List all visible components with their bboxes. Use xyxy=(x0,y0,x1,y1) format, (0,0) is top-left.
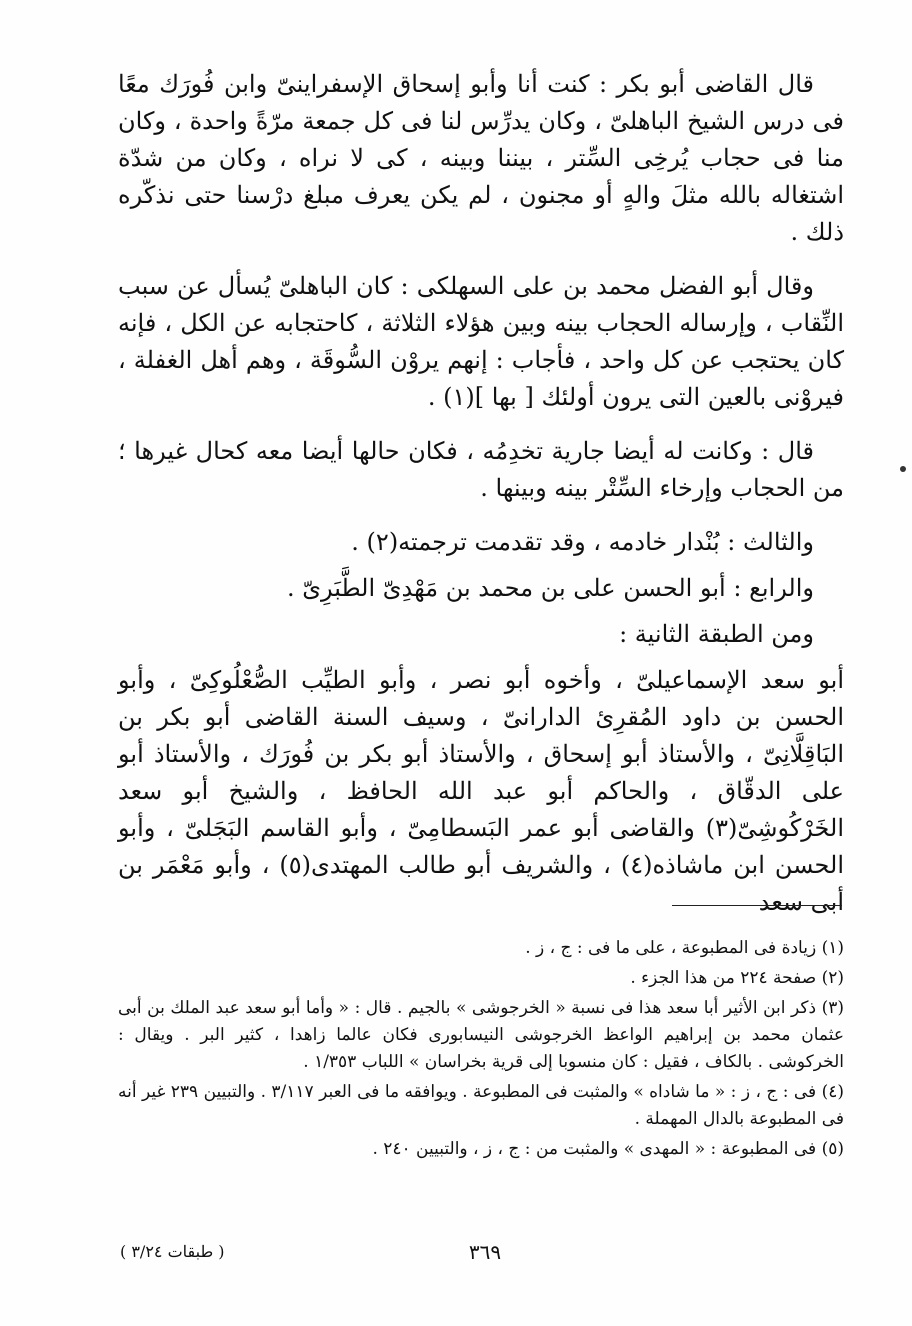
section-heading: ومن الطبقة الثانية : xyxy=(619,620,814,648)
margin-mark xyxy=(900,466,906,472)
footnote-2: (٢) صفحة ٢٢٤ من هذا الجزء . xyxy=(630,968,844,988)
footnote-3: (٣) ذكر ابن الأثير أبا سعد هذا فى نسبة « الخرجوشى » بالجيم . قال : « وأما أبو سعد عبد الملك بن أبى عثمان محمد بن إبراهيم الواعظ الخرجوشى النيسابورى فكان عالما زاهدا ، كثير البر . ويقال : الخركوشى . بالكاف ، فقيل : كان منسوبا إلى قرية بخراسان » اللباب ١/٣٥٣ . xyxy=(118,998,844,1072)
footnote-5: (٥) فى المطبوعة : « المهدى » والمثبت من : ج ، ز ، والتبيين ٢٤٠ . xyxy=(372,1139,844,1159)
footnote-divider xyxy=(672,905,842,906)
paragraph-5: والرابع : أبو الحسن على بن محمد بن مَهْدِىّ الطَّبَرِىّ . xyxy=(286,574,814,602)
paragraph-3: قال : وكانت له أيضا جارية تخدِمُه ، فكان حالها أيضا معه كحال غيرها ؛ من الحجاب وإرخاء السِّتْر بينه وبينها . xyxy=(118,437,844,502)
page-number: ٣٦٩ xyxy=(468,1240,502,1264)
footnote-1: (١) زيادة فى المطبوعة ، على ما فى : ج ، ز . xyxy=(525,938,844,958)
paragraph-6: أبو سعد الإسماعيلىّ ، وأخوه أبو نصر ، وأبو الطيِّب الصُّعْلُوكِىّ ، وأبو الحسن بن داود المُقرِئ الدارانىّ ، وسيف السنة القاضى أبو بكر بن البَاقِلَّانِىّ ، والأستاذ أبو إسحاق ، والأستاذ أبو بكر بن فُورَك ، والأستاذ أبو على الدقّاق ، والحاكم أبو عبد الله الحافظ ، والشيخ أبو سعد الخَرْكُوشِىّ(٣) والقاضى أبو عمر البَسطامِىّ ، وأبو القاسم البَجَلىّ ، وأبو الحسن ابن ماشاذه(٤) ، والشريف أبو طالب المهتدى(٥) ، وأبو مَعْمَر بن أبى سعد xyxy=(118,666,844,916)
paragraph-1: قال القاضى أبو بكر : كنت أنا وأبو إسحاق الإسفراينىّ وابن فُورَك معًا فى درس الشيخ الباهلىّ ، وكان يدرِّس لنا فى كل جمعة مرّةً واحدة ، وكان منا فى حجاب يُرخِى السِّتر ، بيننا وبينه ، كى لا نراه ، وكان من شدّة اشتغاله بالله مثلَ والهٍ أو مجنون ، لم يكن يعرف مبلغ درْسنا حتى نذكّره ذلك . xyxy=(118,70,844,246)
printer-signature: ( طبقات ٣/٢٤ ) xyxy=(120,1242,225,1261)
main-text xyxy=(118,66,844,938)
footnotes xyxy=(118,935,844,1166)
paragraph-2: وقال أبو الفضل محمد بن على السهلكى : كان الباهلىّ يُسأل عن سبب النِّقاب ، وإرساله الحجاب بينه وبين هؤلاء الثلاثة ، كاحتجابه عن الكل ، فإنه كان يحتجب عن كل واحد ، فأجاب : إنهم يروْن السُّوقَة ، وهم أهل الغفلة ، فيروْنى بالعين التى يرون أولئك [ بها ](١) . xyxy=(118,272,844,411)
footnote-4: (٤) فى : ج ، ز : « ما شاداه » والمثبت فى المطبوعة . ويوافقه ما فى العبر ٣/١١٧ . والتبيين ٢٣٩ غير أنه فى المطبوعة بالدال المهملة . xyxy=(118,1082,844,1129)
paragraph-4: والثالث : بُنْدار خادمه ، وقد تقدمت ترجمته(٢) . xyxy=(351,528,814,556)
